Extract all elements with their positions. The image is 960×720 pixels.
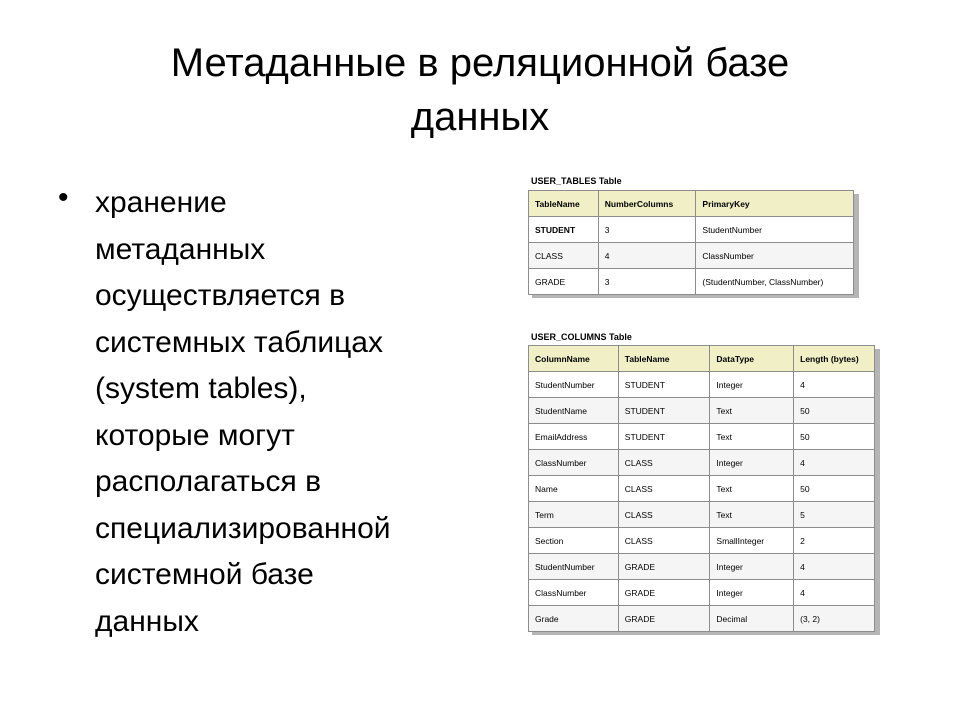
table-row	[529, 217, 854, 243]
table-cell: Decimal	[710, 606, 794, 632]
table-cell: EmailAddress	[529, 424, 619, 450]
bullet-text	[95, 180, 485, 645]
user-tables-table	[528, 190, 854, 295]
table-row	[529, 528, 875, 554]
column-header: PrimaryKey	[696, 191, 854, 217]
table-cell: Section	[529, 528, 619, 554]
slide-title	[40, 36, 920, 144]
table-cell: 5	[794, 502, 875, 528]
table-cell: STUDENT	[618, 398, 710, 424]
table-header-row	[529, 346, 875, 372]
column-header: TableName	[618, 346, 710, 372]
user-columns-caption: USER_COLUMNS Table	[531, 332, 632, 342]
table-cell: Name	[529, 476, 619, 502]
table-cell: GRADE	[618, 554, 710, 580]
table-cell: 50	[794, 476, 875, 502]
table-cell: ClassNumber	[529, 450, 619, 476]
bullet-line: (system tables),	[95, 372, 307, 405]
table-cell: 4	[598, 243, 696, 269]
table-cell: 50	[794, 398, 875, 424]
table-cell: StudentName	[529, 398, 619, 424]
table-cell: CLASS	[529, 243, 599, 269]
table-row	[529, 606, 875, 632]
bullet-line: осуществляется в	[95, 279, 346, 312]
table-cell: Text	[710, 398, 794, 424]
table-row	[529, 476, 875, 502]
table-cell: 4	[794, 554, 875, 580]
table-cell: Integer	[710, 554, 794, 580]
column-header: ColumnName	[529, 346, 619, 372]
table-row	[529, 450, 875, 476]
bullet-line: специализированной	[95, 511, 391, 545]
table-cell: StudentNumber	[529, 372, 619, 398]
table-cell: STUDENT	[618, 424, 710, 450]
table-cell: CLASS	[618, 476, 710, 502]
table-cell: GRADE	[529, 269, 599, 295]
slide-title-line-2: данных	[410, 95, 550, 139]
table-row	[529, 372, 875, 398]
table-row	[529, 243, 854, 269]
table-cell: Grade	[529, 606, 619, 632]
table-header-row	[529, 191, 854, 217]
bullet-line: метаданных	[95, 232, 266, 266]
table-row	[529, 580, 875, 606]
table-cell: STUDENT	[529, 217, 599, 243]
table-cell: GRADE	[618, 606, 710, 632]
table-cell: 4	[794, 450, 875, 476]
table-cell: Text	[710, 424, 794, 450]
slide-title-line-1: Метаданные в реляционной базе	[170, 41, 790, 85]
table-cell: ClassNumber	[696, 243, 854, 269]
table-cell: 4	[794, 372, 875, 398]
bullet-line: хранение	[95, 186, 227, 219]
table-cell: 2	[794, 528, 875, 554]
table-cell: STUDENT	[618, 372, 710, 398]
table-cell: Integer	[710, 450, 794, 476]
table-row	[529, 269, 854, 295]
table-row	[529, 398, 875, 424]
table-cell: (StudentNumber, ClassNumber)	[696, 269, 854, 295]
table-cell: 4	[794, 580, 875, 606]
bullet-marker: •	[58, 181, 69, 214]
user-tables-caption: USER_TABLES Table	[531, 176, 622, 186]
table-row	[529, 502, 875, 528]
table-cell: Text	[710, 502, 794, 528]
table-cell: CLASS	[618, 528, 710, 554]
table-cell: Text	[710, 476, 794, 502]
table-cell: GRADE	[618, 580, 710, 606]
column-header: NumberColumns	[598, 191, 696, 217]
bullet-line: которые могут	[95, 418, 295, 452]
column-header: TableName	[529, 191, 599, 217]
column-header: DataType	[710, 346, 794, 372]
table-cell: (3, 2)	[794, 606, 875, 632]
bullet-line: располагаться в	[95, 465, 322, 498]
table-cell: SmallInteger	[710, 528, 794, 554]
table-cell: 50	[794, 424, 875, 450]
table-cell: CLASS	[618, 450, 710, 476]
table-cell: ClassNumber	[529, 580, 619, 606]
table-cell: Integer	[710, 580, 794, 606]
table-cell: 3	[598, 269, 696, 295]
bullet-line: данных	[95, 604, 199, 638]
bullet-line: системных таблицах	[95, 325, 383, 359]
table-cell: StudentNumber	[529, 554, 619, 580]
column-header: Length (bytes)	[794, 346, 875, 372]
table-cell: StudentNumber	[696, 217, 854, 243]
table-cell: 3	[598, 217, 696, 243]
user-tables-figure	[528, 190, 859, 298]
table-row	[529, 554, 875, 580]
bullet-line: системной базе	[95, 558, 314, 591]
user-columns-table	[528, 345, 875, 632]
table-cell: Integer	[710, 372, 794, 398]
table-row	[529, 424, 875, 450]
table-cell: CLASS	[618, 502, 710, 528]
user-columns-figure	[528, 345, 880, 635]
table-cell: Term	[529, 502, 619, 528]
